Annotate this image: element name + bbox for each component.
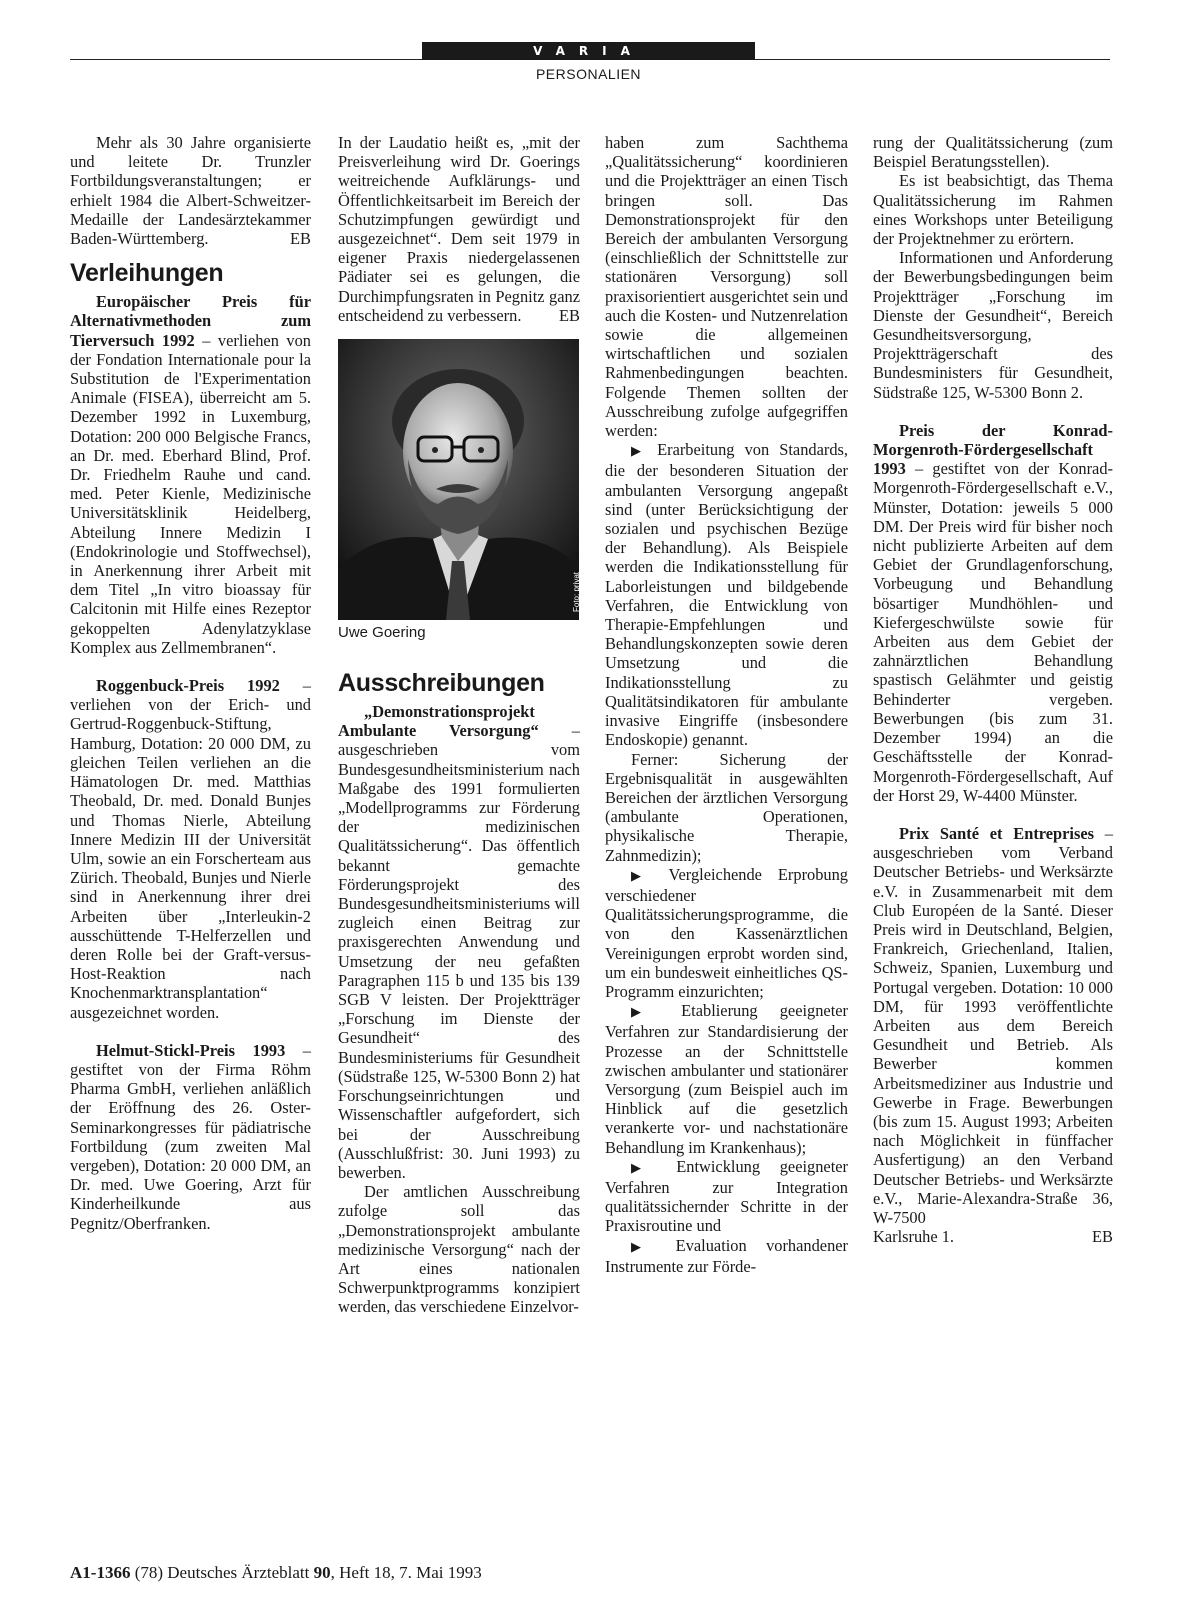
prize-morgenroth: Preis der Konrad-Morgenroth-Fördergesellschaft 1993 – gestiftet von der Konrad-Morgenroth-Fördergesellschaft e.V., Münster, Dotation: jeweils 5 000 DM. Der Preis wird für bisher noch nicht publizierte Arbeiten auf dem Gebiet der Grundlagenforschung, Vorbeugung und Behandlung bösartiger Mundhöhlen- und Kiefergeschwülste sowie für Arbeiten aus dem Gebiet der zahnärztlichen Behandlung spastisch Gelähmter und geistig Behinderter vergeben. Bewerbungen (bis zum 31. Dezember 1994) an die Geschäftsstelle der Konrad-Morgenroth-Fördergesellschaft, Auf der Horst 29, W-4400 Münster. [873,420,1113,805]
page-code: A1-1366 [70,1563,131,1582]
demo-project-paragraph: „Demonstrationsprojekt Ambulante Versorgung“ – ausgeschrieben vom Bundesgesundheitsministerium nach Maßgabe des 1991 formulierten „Modellprogramms zur Förderung der medizinischen Qualitätssicherung“. Das öffentlich bekannt gemachte Förderungsprojekt des Bundesgesundheitsministeriums will zugleich einen Beitrag zur praxisgerechten Anwendung und Umsetzung der neu gefaßten Paragraphen 115 b und 135 bis 139 SGB V leisten. Der Projektträger „Forschung im Dienste der Gesundheit“ des Bundesministeriums für Gesundheit (Südstraße 125, W-5300 Bonn 2) hat Forschungseinrichtungen und Wissenschaftler aufgefordert, sich bei der Ausschreibung (Ausschlußfrist: 30. Juni 1993) zu bewerben. [338,702,580,1182]
topic-item: ▶ Entwicklung geeigneter Verfahren zur Integration qualitätssichernder Schritte in der Praxisroutine und [605,1156,848,1236]
workshop-paragraph: Es ist beabsichtigt, das Thema Qualitätssicherung im Rahmen eines Workshops unter Beteiligung der Projektnehmer zu erörtern. [873,171,1113,249]
triangle-bullet-icon: ▶ [631,444,647,460]
topic-item: ▶ Erarbeitung von Standards, die der besonderen Situation der ambulanten Versorgung angepaßt sind (unter Berücksichtigung der sozialen und psychischen Bezüge der Behandlung). Als Beispiele werden die Indikationsstellung für Laborleistungen und bildgebende Verfahren, die Entwicklung von Therapie-Empfehlungen und Behandlungskonzepten sowie deren Umsetzung und die Indikationsstellung zu Qualitätsindikatoren für ambulante invasive Eingriffe (insbesondere Endoskopie) genannt. [605,440,848,750]
column-3 [605,133,848,1276]
column-1 [70,133,311,1233]
demo-project-paragraph-2: Der amtlichen Ausschreibung zufolge soll das „Demonstrationsprojekt ambulante medizinische Versorgung“ nach der Art eines nationalen Schwerpunktprogramms konzipiert werden, das verschiedene Einzelvor- [338,1182,580,1317]
page-number: (78) [134,1563,164,1582]
section-banner: VARIA [422,42,755,60]
prize-sante: Prix Santé et Entreprises – ausgeschrieben vom Verband Deutscher Betriebs- und Werksärzte e.V. in Zusammenarbeit mit dem Club Européen de la Santé. Dieser Preis wird in Deutschland, Belgien, Frankreich, Griechenland, Italien, Schweiz, Spanien, Luxemburg und Portugal vergeben. Dotation: 10 000 DM, für 1993 veröffentlichte Arbeiten aus dem Bereich Gesundheit und Betrieb. Als Bewerber kommen Arbeitsmediziner aus Industrie und Gewerbe in Frage. Bewerbungen (bis zum 15. August 1993; Arbeiten nach Möglichkeit in fünffacher Ausfertigung) an den Verband Deutscher Betriebs- und Werksärzte e.V., Marie-Alexandra-Straße 36, W-7500 [873,823,1113,1227]
journal-name: Deutsches Ärzteblatt [167,1563,310,1582]
author-sig: EB [1092,1227,1113,1247]
portrait-photo [338,339,579,620]
prize-fisea: Europäischer Preis für Alternativmethoden zum Tierversuch 1992 – verliehen von der Fondation Internationale pour la Substitution de l'Experimentation Animale (FISEA), überreicht am 5. Dezember 1992 in Luxemburg, Dotation: 200 000 Belgische Francs, an Dr. med. Eberhard Blind, Prof. Dr. Friedhelm Rauhe und cand. med. Peter Kienle, Medizinische Universitätsklinik Heidelberg, Abteilung Innere Medizin I (Endokrinologie und Stoffwechsel), in Anerkennung ihrer Arbeit mit dem Titel „In vitro bioassay für Calcitonin mit Hilfe eines Rezeptor gekoppelten Adenylatzyklase Komplex aus Zellmembranen“. [70,292,311,657]
triangle-bullet-icon: ▶ [631,1160,657,1176]
info-paragraph: Informationen und Anforderung der Bewerbungsbedingungen beim Projektträger „Forschung im Dienste der Gesundheit“, Bereich Gesundheitsversorgung, Projektträgerschaft des Bundesministers für Gesundheit, Südstraße 125, W-5300 Bonn 2. [873,248,1113,402]
topic-item: ▶ Evaluation vorhandener Instrumente zur Förde- [605,1235,848,1276]
prize-sante-end: Karlsruhe 1. EB [873,1227,1113,1247]
journal-volume: 90 [313,1563,331,1582]
page-footer [70,1563,482,1583]
prize-roggenbuck: Roggenbuck-Preis 1992 – verliehen von der Erich- und Gertrud-Roggenbuck-Stiftung, Hamburg, Dotation: 20 000 DM, zu gleichen Teilen verliehen an die Hämatologen Dr. med. Matthias Theobald, Dr. med. Donald Bunjes und Thomas Nierle, Abteilung Innere Medizin III der Universität Ulm, sowie an ein Forscherteam aus Zürich. Theobald, Bunjes und Nierle sind in Anerkennung ihrer drei Arbeiten über „Interleukin-2 ausschüttende T-Helferzellen und deren Rolle bei der Graft-versus-Host-Reaktion nach Knochenmarktransplantation“ ausgezeichnet worden. [70,676,311,1022]
photo-caption: Uwe Goering [338,624,426,642]
demo-topics-intro: haben zum Sachthema „Qualitätssicherung“ koordinieren und die Projektträger an einen Tisch bringen soll. Das Demonstrationsprojekt für den Bereich der ambulanten Versorgung (einschließlich der Schnittstelle zur stationären Versorgung) soll praxisorientiert ausgerichtet sein und auch die Kosten- und Nutzenrelation sowie die allgemeinen wirtschaftlichen und sozialen Rahmenbedingungen beachten. Folgende Themen sollten der Ausschreibung zufolge aufgegriffen werden: [605,133,848,441]
heading-ausschreibungen: Ausschreibungen [338,669,545,698]
prize-stickl: Helmut-Stickl-Preis 1993 – gestiftet von der Firma Röhm Pharma GmbH, verliehen anläßlich der Eröffnung des 26. Oster-Seminarkongresses für pädiatrische Fortbildung (zum zweiten Mal vergeben), Dotation: 20 000 DM, an Dr. med. Uwe Goering, Arzt für Kinderheilkunde aus Pegnitz/Oberfranken. [70,1040,312,1233]
triangle-bullet-icon: ▶ [631,1239,657,1255]
author-sig: EB [559,305,580,325]
topic-item: ▶ Etablierung geeigneter Verfahren zur Standardisierung der Prozesse an der Schnittstelle zwischen ambulanter und stationärer Versorgung (zum Beispiel auch im Hinblick auf die gesetzlich verankerte vor- und nachstationäre Behandlung im Krankenhaus); [605,1001,848,1157]
column-2 [338,133,580,1317]
intro-paragraph: Mehr als 30 Jahre organisierte und leitete Dr. Trunzler Fortbildungsveranstaltungen; er erhielt 1984 die Albert-Schweitzer-Medaille der Landesärztekammer Baden-Württemberg. EB [70,133,311,249]
laudatio-paragraph: In der Laudatio heißt es, „mit der Preisverleihung wird Dr. Goerings weitreichende Aufklärungs- und Öffentlichkeitsarbeit im Bereich der Schutzimpfungen gewürdigt und ausgezeichnet“. Dem seit 1979 in eigener Praxis niedergelassenen Pädiater sei es gelungen, die Durchimpfungsraten in Pegnitz ganz entscheidend zu verbessern. EB [338,133,580,325]
triangle-bullet-icon: ▶ [631,1005,660,1021]
heading-verleihungen: Verleihungen [70,259,224,288]
subsection-label: PERSONALIEN [535,66,642,82]
column-4 [873,133,1113,1246]
journal-issue: , Heft 18, 7. Mai 1993 [330,1563,482,1582]
continuation-paragraph: rung der Qualitätssicherung (zum Beispiel Beratungsstellen). [873,133,1113,172]
photo-credit: Foto: privat [572,572,581,613]
topic-paragraph: Ferner: Sicherung der Ergebnisqualität in ausgewählten Bereichen der ärztlichen Versorgung (ambulante Operationen, physikalische Therapie, Zahnmedizin); [605,749,848,865]
triangle-bullet-icon: ▶ [631,868,653,884]
author-sig: EB [290,229,311,249]
topic-item: ▶ Vergleichende Erprobung verschiedener Qualitätssicherungsprogramme, die von den Kassenärztlichen Vereinigungen erprobt worden sind, um ein bundesweit einheitliches QS-Programm einzurichten; [605,864,849,1001]
